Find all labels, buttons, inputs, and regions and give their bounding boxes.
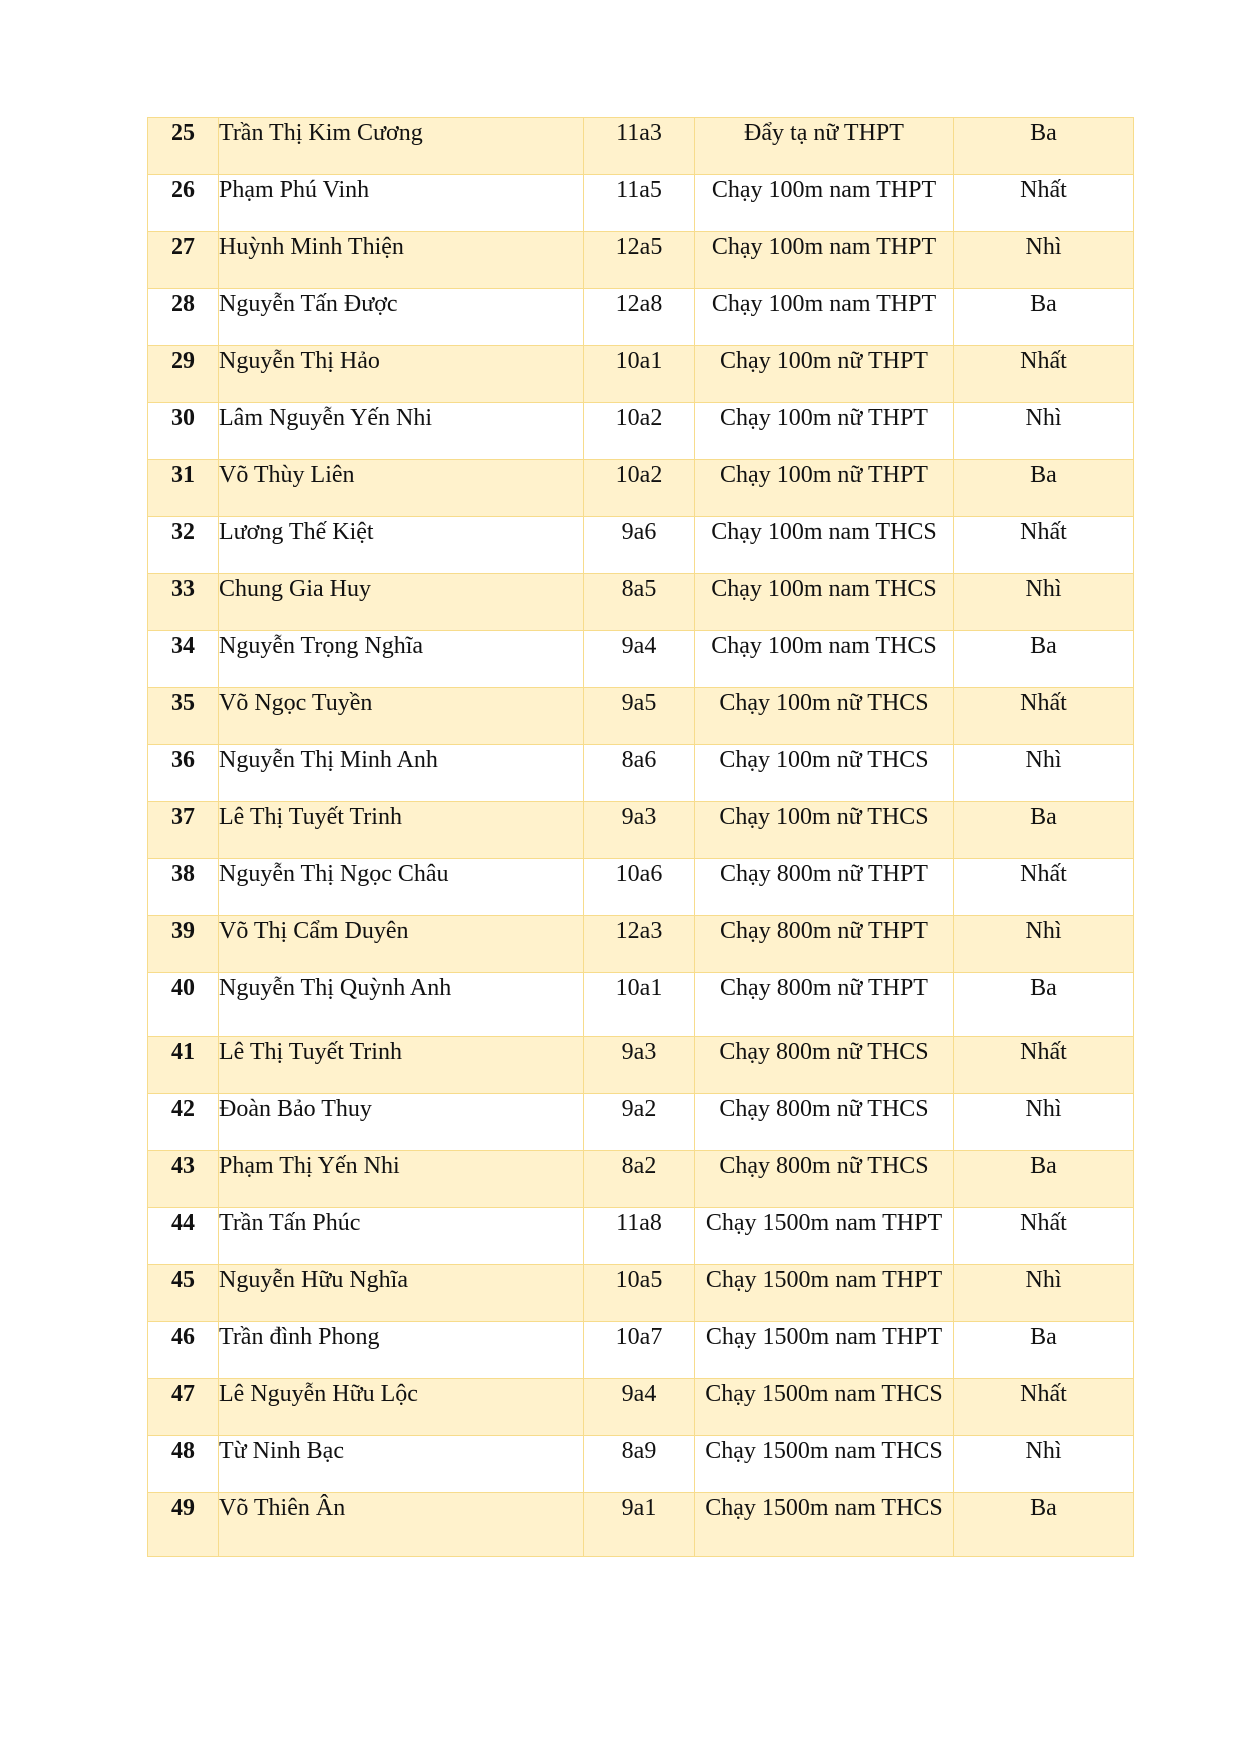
class-name-cell — [584, 175, 695, 232]
event-name: Đẩy tạ nữ THPT — [744, 120, 904, 146]
row-number: 46 — [171, 1324, 195, 1350]
event-name: Chạy 1500m nam THCS — [705, 1438, 943, 1464]
prize-rank: Nhì — [1025, 1438, 1062, 1464]
prize-rank: Nhất — [1020, 1039, 1067, 1065]
student-name: Huỳnh Minh Thiện — [219, 234, 404, 260]
row-number: 27 — [171, 234, 195, 260]
prize-rank: Nhất — [1020, 177, 1067, 203]
row-number: 44 — [171, 1210, 195, 1236]
row-number-cell — [148, 688, 219, 745]
prize-rank-cell — [954, 631, 1134, 688]
student-name: Đoàn Bảo Thuy — [219, 1096, 372, 1122]
student-name-cell — [219, 289, 584, 346]
prize-rank-cell — [954, 1322, 1134, 1379]
table-row — [148, 1379, 1134, 1436]
row-number-cell — [148, 745, 219, 802]
row-number-cell — [148, 1037, 219, 1094]
event-name: Chạy 1500m nam THPT — [705, 1267, 943, 1293]
row-number-cell — [148, 973, 219, 1037]
student-name: Nguyễn Thị Ngọc Châu — [219, 861, 449, 887]
event-name: Chạy 100m nữ THPT — [720, 348, 928, 374]
class-name: 9a3 — [621, 804, 657, 830]
prize-rank: Ba — [1030, 804, 1057, 830]
table-row — [148, 1493, 1134, 1557]
row-number: 31 — [171, 462, 195, 488]
class-name: 9a4 — [621, 1381, 657, 1407]
student-name: Nguyễn Thị Hảo — [219, 348, 380, 374]
event-name: Chạy 100m nam THCS — [711, 633, 937, 659]
student-name: Nguyễn Thị Quỳnh Anh — [219, 975, 452, 1001]
class-name-cell — [584, 1322, 695, 1379]
event-name-cell — [695, 574, 954, 631]
table-row — [148, 859, 1134, 916]
student-name: Lương Thế Kiệt — [219, 519, 374, 545]
row-number-cell — [148, 346, 219, 403]
student-name-cell — [219, 175, 584, 232]
event-name: Chạy 800m nữ THPT — [720, 975, 928, 1001]
event-name: Chạy 800m nữ THPT — [720, 918, 928, 944]
table-row — [148, 403, 1134, 460]
table-row — [148, 688, 1134, 745]
student-name: Trần Thị Kim Cương — [219, 120, 423, 146]
student-name-cell — [219, 859, 584, 916]
row-number: 34 — [171, 633, 195, 659]
table-row — [148, 1151, 1134, 1208]
class-name: 9a3 — [621, 1039, 657, 1065]
student-name-cell — [219, 1094, 584, 1151]
table-row — [148, 745, 1134, 802]
student-name-cell — [219, 1493, 584, 1557]
event-name: Chạy 100m nam THCS — [711, 519, 937, 545]
table-row — [148, 802, 1134, 859]
row-number: 35 — [171, 690, 195, 716]
table-row — [148, 289, 1134, 346]
row-number-cell — [148, 631, 219, 688]
event-name-cell — [695, 631, 954, 688]
class-name: 8a9 — [621, 1438, 657, 1464]
student-name: Trần đình Phong — [219, 1324, 380, 1350]
prize-rank-cell — [954, 118, 1134, 175]
event-name-cell — [695, 403, 954, 460]
class-name-cell — [584, 688, 695, 745]
class-name: 8a5 — [621, 576, 657, 602]
class-name-cell — [584, 289, 695, 346]
prize-rank-cell — [954, 1379, 1134, 1436]
row-number: 48 — [171, 1438, 195, 1464]
event-name-cell — [695, 1322, 954, 1379]
prize-rank-cell — [954, 1265, 1134, 1322]
row-number-cell — [148, 1265, 219, 1322]
event-name-cell — [695, 859, 954, 916]
student-name: Lê Nguyễn Hữu Lộc — [219, 1381, 418, 1407]
event-name: Chạy 100m nữ THCS — [719, 690, 929, 716]
class-name: 10a5 — [615, 1267, 663, 1293]
class-name: 10a1 — [615, 348, 663, 374]
prize-rank: Ba — [1030, 1324, 1057, 1350]
student-name-cell — [219, 1436, 584, 1493]
row-number-cell — [148, 1322, 219, 1379]
class-name: 8a2 — [621, 1153, 657, 1179]
prize-rank: Nhất — [1020, 1210, 1067, 1236]
row-number: 33 — [171, 576, 195, 602]
student-name: Nguyễn Trọng Nghĩa — [219, 633, 424, 659]
row-number: 43 — [171, 1153, 195, 1179]
student-name: Nguyễn Tấn Được — [219, 291, 398, 317]
table-row — [148, 1265, 1134, 1322]
student-name-cell — [219, 118, 584, 175]
row-number: 25 — [171, 120, 195, 146]
event-name: Chạy 100m nữ THCS — [719, 804, 929, 830]
student-name-cell — [219, 403, 584, 460]
class-name-cell — [584, 460, 695, 517]
student-name: Võ Ngọc Tuyền — [219, 690, 373, 716]
table-row — [148, 1322, 1134, 1379]
student-name: Lâm Nguyễn Yến Nhi — [219, 405, 433, 431]
student-name: Võ Thị Cẩm Duyên — [219, 918, 409, 944]
event-name-cell — [695, 1208, 954, 1265]
prize-rank-cell — [954, 802, 1134, 859]
row-number: 40 — [171, 975, 195, 1001]
prize-rank: Nhì — [1025, 1267, 1062, 1293]
row-number: 36 — [171, 747, 195, 773]
event-name-cell — [695, 1265, 954, 1322]
prize-rank-cell — [954, 403, 1134, 460]
class-name: 9a4 — [621, 633, 657, 659]
prize-rank: Nhất — [1020, 519, 1067, 545]
student-name: Phạm Phú Vinh — [219, 177, 370, 203]
event-name: Chạy 1500m nam THCS — [705, 1495, 943, 1521]
class-name: 9a6 — [621, 519, 657, 545]
class-name: 12a8 — [615, 291, 663, 317]
event-name-cell — [695, 1379, 954, 1436]
event-name-cell — [695, 1094, 954, 1151]
prize-rank: Ba — [1030, 1153, 1057, 1179]
row-number: 45 — [171, 1267, 195, 1293]
prize-rank-cell — [954, 916, 1134, 973]
table-row — [148, 346, 1134, 403]
class-name-cell — [584, 517, 695, 574]
class-name-cell — [584, 1151, 695, 1208]
class-name: 12a5 — [615, 234, 663, 260]
prize-rank: Nhất — [1020, 690, 1067, 716]
class-name-cell — [584, 1436, 695, 1493]
prize-rank-cell — [954, 346, 1134, 403]
results-table-body — [148, 118, 1134, 1557]
prize-rank: Ba — [1030, 120, 1057, 146]
row-number-cell — [148, 859, 219, 916]
event-name-cell — [695, 346, 954, 403]
event-name: Chạy 800m nữ THCS — [719, 1039, 929, 1065]
prize-rank-cell — [954, 574, 1134, 631]
row-number-cell — [148, 1094, 219, 1151]
event-name-cell — [695, 1037, 954, 1094]
row-number-cell — [148, 460, 219, 517]
prize-rank: Ba — [1030, 975, 1057, 1001]
event-name-cell — [695, 232, 954, 289]
student-name: Nguyễn Thị Minh Anh — [219, 747, 438, 773]
table-row — [148, 1436, 1134, 1493]
row-number-cell — [148, 1379, 219, 1436]
table-row — [148, 973, 1134, 1037]
student-name: Trần Tấn Phúc — [219, 1210, 361, 1236]
table-row — [148, 517, 1134, 574]
prize-rank-cell — [954, 1208, 1134, 1265]
class-name-cell — [584, 1094, 695, 1151]
prize-rank: Nhì — [1025, 234, 1062, 260]
prize-rank: Nhất — [1020, 861, 1067, 887]
row-number: 37 — [171, 804, 195, 830]
row-number: 26 — [171, 177, 195, 203]
prize-rank: Nhất — [1020, 348, 1067, 374]
prize-rank: Nhì — [1025, 1096, 1062, 1122]
prize-rank-cell — [954, 1151, 1134, 1208]
table-row — [148, 118, 1134, 175]
class-name: 10a1 — [615, 975, 663, 1001]
row-number: 49 — [171, 1495, 195, 1521]
row-number-cell — [148, 517, 219, 574]
event-name: Chạy 100m nam THCS — [711, 576, 937, 602]
class-name-cell — [584, 973, 695, 1037]
row-number: 42 — [171, 1096, 195, 1122]
prize-rank-cell — [954, 688, 1134, 745]
event-name-cell — [695, 688, 954, 745]
student-name-cell — [219, 574, 584, 631]
table-row — [148, 916, 1134, 973]
student-name: Chung Gia Huy — [219, 576, 371, 602]
event-name-cell — [695, 1436, 954, 1493]
event-name-cell — [695, 973, 954, 1037]
class-name-cell — [584, 1265, 695, 1322]
student-name: Lê Thị Tuyết Trinh — [219, 804, 402, 830]
event-name: Chạy 800m nữ THPT — [720, 861, 928, 887]
row-number: 39 — [171, 918, 195, 944]
prize-rank-cell — [954, 175, 1134, 232]
row-number: 32 — [171, 519, 195, 545]
prize-rank-cell — [954, 1493, 1134, 1557]
student-name-cell — [219, 1265, 584, 1322]
prize-rank-cell — [954, 289, 1134, 346]
row-number: 28 — [171, 291, 195, 317]
student-name-cell — [219, 232, 584, 289]
event-name-cell — [695, 517, 954, 574]
table-row — [148, 1037, 1134, 1094]
class-name-cell — [584, 403, 695, 460]
row-number-cell — [148, 916, 219, 973]
table-row — [148, 175, 1134, 232]
student-name-cell — [219, 688, 584, 745]
student-name-cell — [219, 517, 584, 574]
prize-rank: Nhì — [1025, 576, 1062, 602]
prize-rank-cell — [954, 859, 1134, 916]
prize-rank-cell — [954, 232, 1134, 289]
event-name-cell — [695, 802, 954, 859]
prize-rank: Ba — [1030, 1495, 1057, 1521]
class-name: 11a8 — [616, 1210, 662, 1236]
event-name: Chạy 100m nữ THPT — [720, 462, 928, 488]
student-name-cell — [219, 1037, 584, 1094]
event-name: Chạy 800m nữ THCS — [719, 1096, 929, 1122]
prize-rank: Ba — [1030, 462, 1057, 488]
class-name-cell — [584, 631, 695, 688]
table-row — [148, 232, 1134, 289]
prize-rank: Nhì — [1025, 405, 1062, 431]
event-name-cell — [695, 175, 954, 232]
row-number-cell — [148, 232, 219, 289]
class-name-cell — [584, 745, 695, 802]
student-name-cell — [219, 916, 584, 973]
class-name-cell — [584, 346, 695, 403]
row-number-cell — [148, 289, 219, 346]
table-row — [148, 574, 1134, 631]
table-row — [148, 1094, 1134, 1151]
student-name: Nguyễn Hữu Nghĩa — [219, 1267, 408, 1293]
student-name: Phạm Thị Yến Nhi — [219, 1153, 400, 1179]
class-name-cell — [584, 802, 695, 859]
class-name: 10a6 — [615, 861, 663, 887]
class-name: 8a6 — [621, 747, 657, 773]
event-name-cell — [695, 1493, 954, 1557]
prize-rank-cell — [954, 745, 1134, 802]
prize-rank: Ba — [1030, 633, 1057, 659]
event-name-cell — [695, 460, 954, 517]
class-name: 9a5 — [621, 690, 657, 716]
event-name: Chạy 1500m nam THPT — [705, 1210, 943, 1236]
row-number-cell — [148, 1151, 219, 1208]
row-number-cell — [148, 802, 219, 859]
row-number: 47 — [171, 1381, 195, 1407]
class-name-cell — [584, 1037, 695, 1094]
event-name-cell — [695, 916, 954, 973]
class-name-cell — [584, 118, 695, 175]
prize-rank: Ba — [1030, 291, 1057, 317]
row-number-cell — [148, 1208, 219, 1265]
class-name: 9a1 — [621, 1495, 657, 1521]
prize-rank-cell — [954, 517, 1134, 574]
class-name: 10a2 — [615, 462, 663, 488]
student-name: Từ Ninh Bạc — [219, 1438, 344, 1464]
prize-rank-cell — [954, 1436, 1134, 1493]
student-name-cell — [219, 973, 584, 1037]
table-row — [148, 1208, 1134, 1265]
student-name-cell — [219, 1322, 584, 1379]
class-name: 11a3 — [616, 120, 662, 146]
class-name-cell — [584, 916, 695, 973]
event-name: Chạy 100m nam THPT — [711, 291, 937, 317]
student-name-cell — [219, 745, 584, 802]
table-row — [148, 460, 1134, 517]
student-name: Võ Thùy Liên — [219, 462, 355, 488]
class-name: 10a7 — [615, 1324, 663, 1350]
student-name: Võ Thiên Ân — [219, 1495, 346, 1521]
student-name-cell — [219, 346, 584, 403]
student-name-cell — [219, 631, 584, 688]
table-row — [148, 631, 1134, 688]
results-table — [147, 117, 1134, 1557]
student-name-cell — [219, 460, 584, 517]
class-name: 11a5 — [616, 177, 662, 203]
student-name-cell — [219, 1151, 584, 1208]
row-number: 30 — [171, 405, 195, 431]
student-name-cell — [219, 1379, 584, 1436]
class-name-cell — [584, 859, 695, 916]
event-name: Chạy 100m nữ THPT — [720, 405, 928, 431]
row-number-cell — [148, 1436, 219, 1493]
prize-rank-cell — [954, 973, 1134, 1037]
class-name-cell — [584, 1208, 695, 1265]
row-number-cell — [148, 574, 219, 631]
event-name: Chạy 1500m nam THCS — [705, 1381, 943, 1407]
student-name-cell — [219, 802, 584, 859]
event-name: Chạy 100m nữ THCS — [719, 747, 929, 773]
prize-rank-cell — [954, 1094, 1134, 1151]
prize-rank: Nhì — [1025, 918, 1062, 944]
event-name-cell — [695, 118, 954, 175]
prize-rank: Nhì — [1025, 747, 1062, 773]
row-number-cell — [148, 403, 219, 460]
event-name: Chạy 100m nam THPT — [711, 234, 937, 260]
row-number: 41 — [171, 1039, 195, 1065]
row-number-cell — [148, 118, 219, 175]
prize-rank: Nhất — [1020, 1381, 1067, 1407]
student-name-cell — [219, 1208, 584, 1265]
class-name: 12a3 — [615, 918, 663, 944]
prize-rank-cell — [954, 1037, 1134, 1094]
row-number: 38 — [171, 861, 195, 887]
class-name: 10a2 — [615, 405, 663, 431]
student-name: Lê Thị Tuyết Trinh — [219, 1039, 402, 1065]
row-number-cell — [148, 175, 219, 232]
event-name-cell — [695, 1151, 954, 1208]
class-name-cell — [584, 1379, 695, 1436]
class-name-cell — [584, 574, 695, 631]
prize-rank-cell — [954, 460, 1134, 517]
class-name-cell — [584, 232, 695, 289]
event-name-cell — [695, 289, 954, 346]
event-name: Chạy 100m nam THPT — [711, 177, 937, 203]
row-number-cell — [148, 1493, 219, 1557]
event-name-cell — [695, 745, 954, 802]
event-name: Chạy 1500m nam THPT — [705, 1324, 943, 1350]
row-number: 29 — [171, 348, 195, 374]
class-name-cell — [584, 1493, 695, 1557]
class-name: 9a2 — [621, 1096, 657, 1122]
event-name: Chạy 800m nữ THCS — [719, 1153, 929, 1179]
